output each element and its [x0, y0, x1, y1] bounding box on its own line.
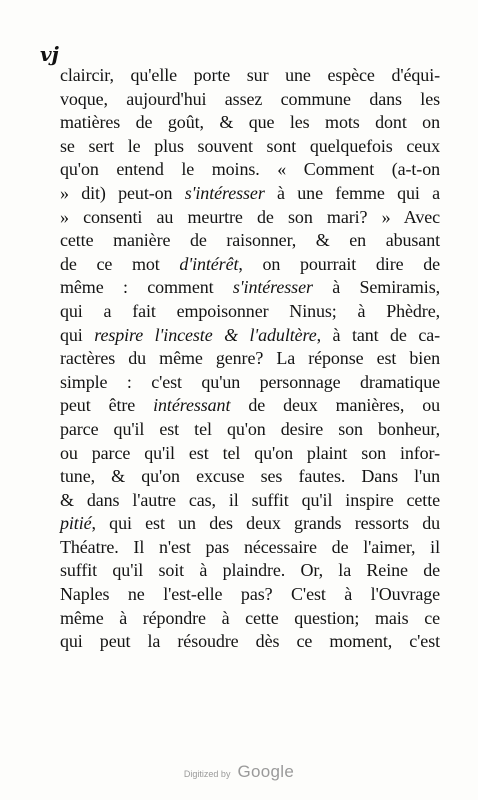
text-segment: tune, & qu'on excuse ses fautes. Dans l'un [60, 466, 440, 487]
text-line [60, 88, 440, 112]
text-line [60, 64, 440, 88]
text-line [60, 111, 440, 135]
italic-text: pitié [60, 513, 92, 534]
text-line [60, 158, 440, 182]
text-segment: même à répondre à cette question; mais ce [60, 607, 440, 628]
text-line [60, 229, 440, 253]
text-line [60, 324, 440, 348]
italic-text: respire l'inceste & l'adultère [94, 324, 317, 345]
text-line [60, 371, 440, 395]
digitization-watermark [0, 762, 478, 782]
text-segment: simple : c'est qu'un personnage dramatique [60, 371, 440, 392]
text-segment: qui a fait empoisonner Ninus; à Phèdre, [60, 300, 440, 321]
text-segment: cette manière de raisonner, & en abusant [60, 230, 440, 251]
text-line [60, 536, 440, 560]
text-line [60, 206, 440, 230]
text-segment: se sert le plus souvent sont quelquefois ceux [60, 135, 440, 156]
italic-text: d'intérêt [179, 253, 239, 274]
text-segment: voque, aujourd'hui assez commune dans les [60, 88, 440, 109]
text-line [60, 253, 440, 277]
body-text [60, 64, 440, 654]
text-segment: de ce mot [60, 253, 180, 274]
text-segment: ractères du même genre? La réponse est bien [60, 348, 440, 369]
text-segment: à une femme qui a [264, 182, 440, 203]
text-line [60, 135, 440, 159]
text-line [60, 630, 440, 654]
text-segment: Naples ne l'est-elle pas? C'est à l'Ouvrage [60, 584, 440, 605]
text-segment: , à tant de ca- [316, 324, 440, 345]
text-line [60, 394, 440, 418]
text-segment: , on pourrait dire de [238, 253, 440, 274]
text-segment: » consenti au meurtre de son mari? » Avec [60, 206, 440, 227]
text-line [60, 512, 440, 536]
text-line [60, 442, 440, 466]
text-segment: & dans l'autre cas, il suffit qu'il inspire cette [60, 489, 440, 510]
italic-text: intéressant [153, 395, 231, 416]
text-segment: , qui est un des deux grands ressorts du [91, 513, 440, 534]
page-number: vj [40, 42, 59, 66]
text-segment: » dit) peut-on [60, 182, 185, 203]
italic-text: s'intéresser [232, 277, 313, 298]
text-segment: ou parce qu'il est tel qu'on plaint son infor- [60, 442, 440, 463]
text-segment: suffit qu'il soit à plaindre. Or, la Reine de [60, 560, 440, 581]
text-segment: matières de goût, & que les mots dont on [60, 112, 440, 133]
text-segment: parce qu'il est tel qu'on desire son bonheur, [60, 418, 440, 439]
watermark-brand: Google [237, 762, 295, 781]
text-segment: qui peut la résoudre dès ce moment, c'est [60, 631, 440, 652]
text-segment: qui [60, 324, 95, 345]
text-segment: Théatre. Il n'est pas nécessaire de l'aimer, il [60, 536, 440, 557]
text-segment: de deux manières, ou [230, 395, 440, 416]
text-segment: qu'on entend le moins. « Comment (a-t-on [60, 159, 440, 180]
text-segment: à Semiramis, [312, 277, 441, 298]
text-segment: claircir, qu'elle porte sur une espèce d'équi- [60, 65, 440, 85]
text-line [60, 276, 440, 300]
text-line [60, 300, 440, 324]
text-line [60, 418, 440, 442]
italic-text: s'intéresser [184, 182, 265, 203]
text-line [60, 489, 440, 513]
text-line [60, 465, 440, 489]
text-line [60, 559, 440, 583]
text-line [60, 607, 440, 631]
text-segment: même : comment [60, 277, 233, 298]
text-line [60, 583, 440, 607]
watermark-prefix: Digitized by [183, 769, 231, 779]
text-line [60, 347, 440, 371]
text-line [60, 182, 440, 206]
text-segment: peut être [60, 395, 154, 416]
